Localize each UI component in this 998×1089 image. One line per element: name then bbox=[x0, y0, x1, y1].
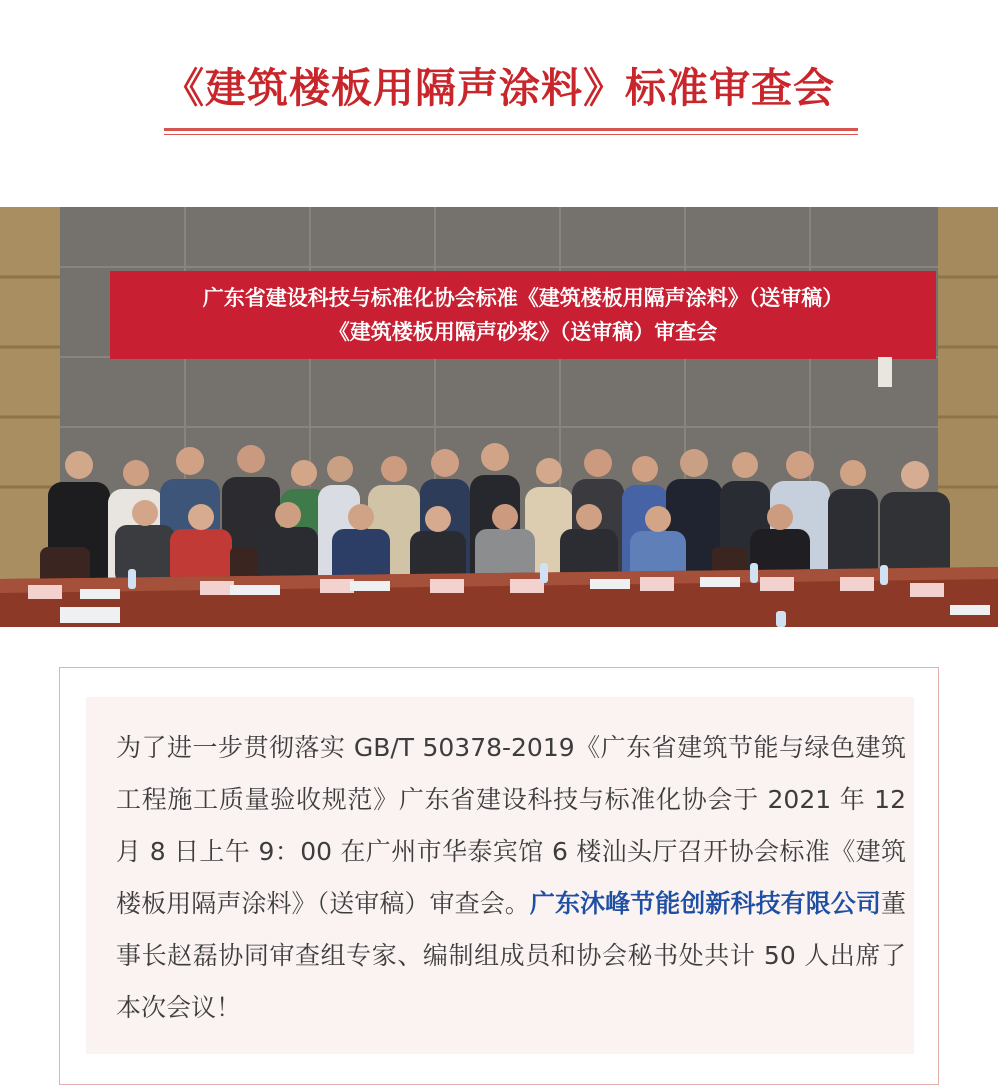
paragraph-text-part2: 董事长赵磊协同审查组专家、编制组成员和协会秘书处共计 50 人出席了本次会议！ bbox=[116, 889, 906, 1022]
article-paragraph bbox=[116, 722, 906, 1034]
company-name: 广东沐峰节能创新科技有限公司 bbox=[529, 889, 881, 918]
banner-text-line1: 广东省建设科技与标准化协会标准《建筑楼板用隔声涂料》（送审稿） bbox=[202, 286, 844, 310]
paragraph-text-part1: 为了进一步贯彻落实 GB/T 50378-2019《广东省建筑节能与绿色建筑工程施工质量验收规范》广东省建设科技与标准化协会于 2021 年 12 月 8 日上午 9：00 在广州市华泰宾馆 6 楼汕头厅召开协会标准《建筑楼板用隔声涂料》（送审稿）审查会。 bbox=[116, 733, 906, 918]
title-underline-thick bbox=[164, 128, 858, 131]
banner-text-line2: 《建筑楼板用隔声砂浆》（送审稿）审查会 bbox=[328, 320, 718, 344]
title-underline-thin bbox=[164, 134, 858, 135]
meeting-group-photo bbox=[0, 207, 998, 627]
meeting-photo-illustration bbox=[0, 207, 998, 627]
page-title: 《建筑楼板用隔声涂料》标准审查会 bbox=[163, 64, 835, 112]
